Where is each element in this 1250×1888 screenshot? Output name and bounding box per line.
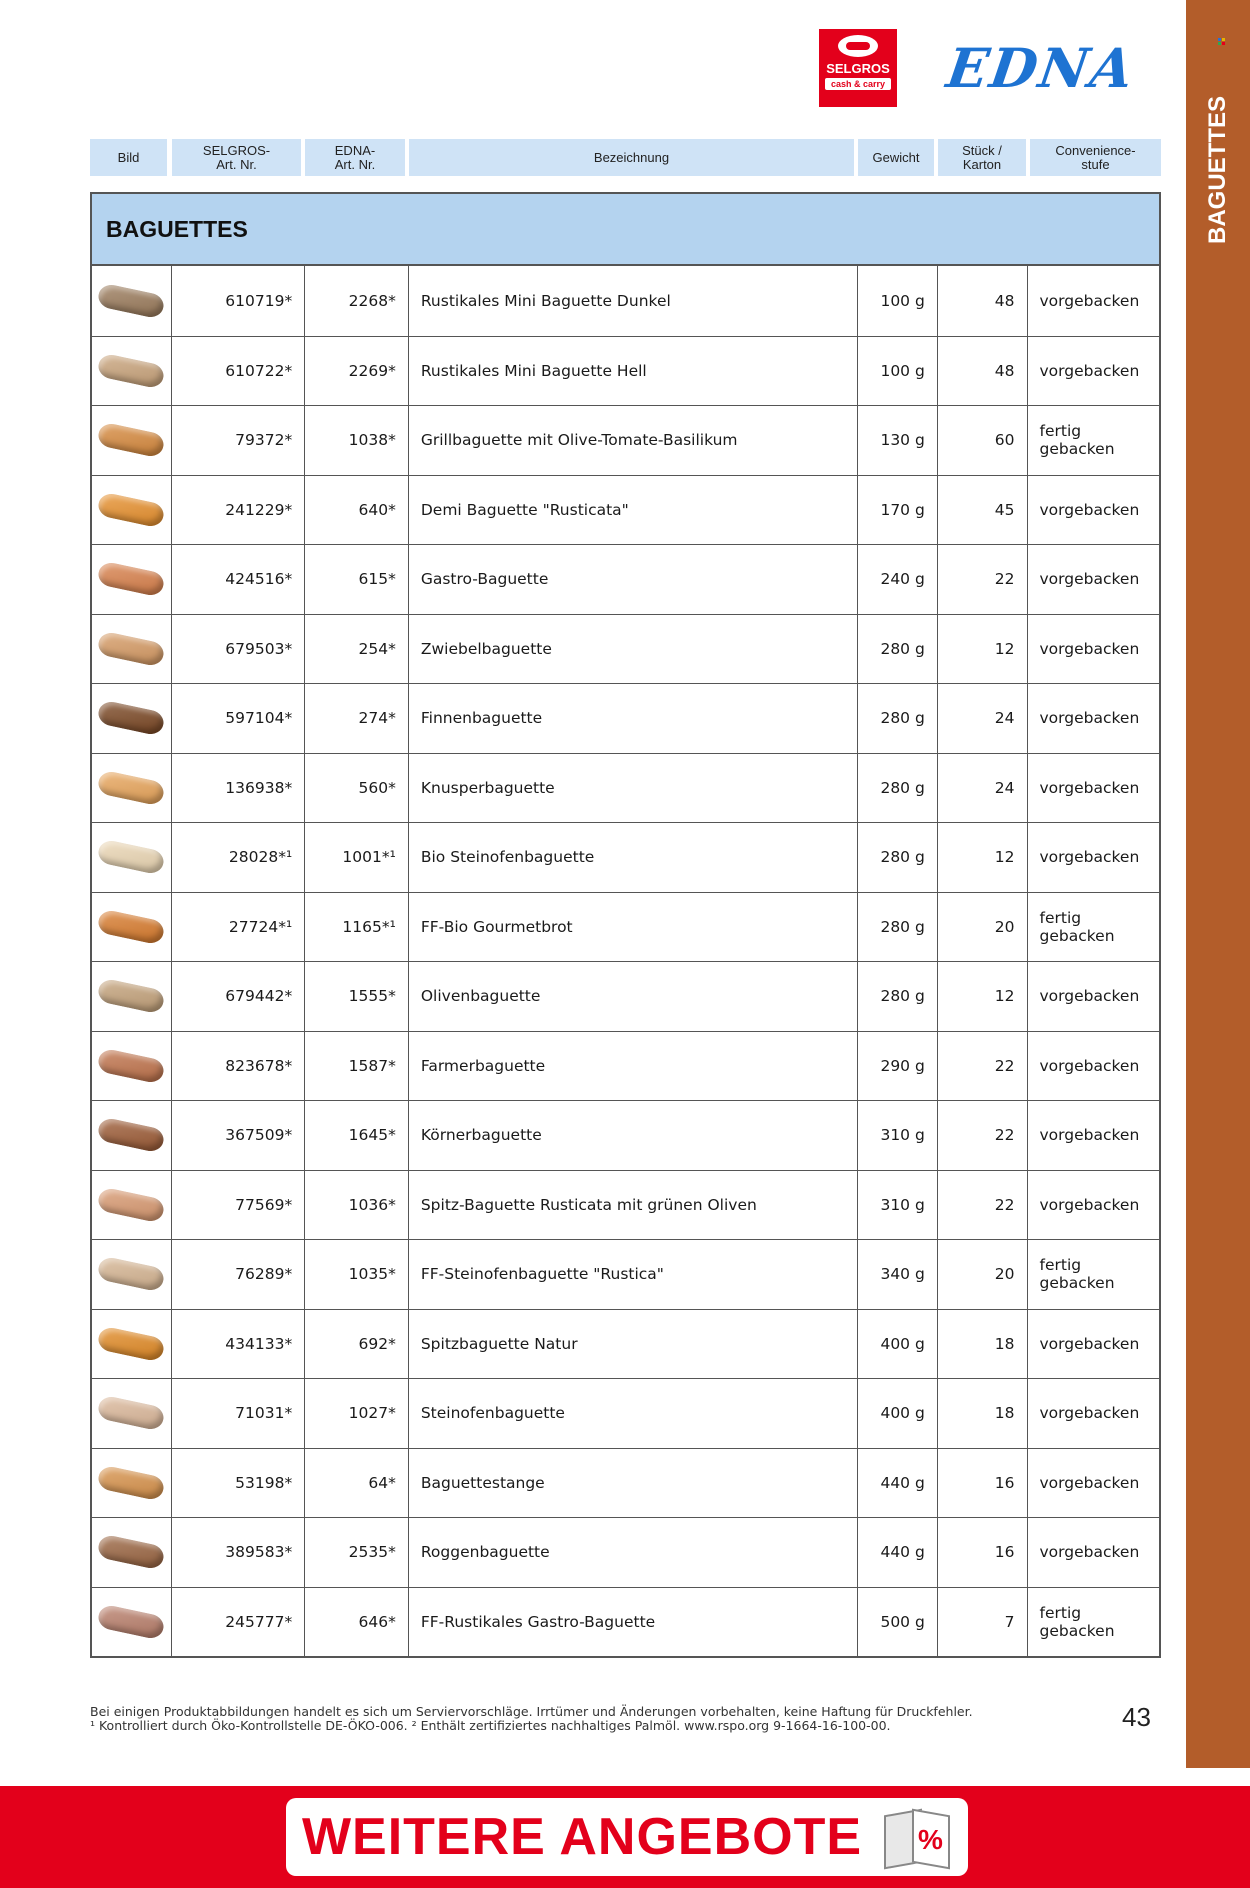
product-name: Steinofenbaguette [408, 1379, 857, 1448]
convenience-level: vorgebacken [1027, 1101, 1160, 1170]
selgros-art-nr: 610719* [171, 266, 305, 336]
baguette-image-icon [97, 1047, 167, 1084]
pieces-per-carton: 16 [937, 1518, 1027, 1587]
product-image [92, 1518, 171, 1587]
product-weight: 400 g [857, 1310, 937, 1379]
product-weight: 280 g [857, 893, 937, 962]
edna-art-nr: 1001*¹ [304, 823, 408, 892]
baguette-image-icon [97, 1464, 167, 1501]
convenience-level: vorgebacken [1027, 337, 1160, 406]
header-bild: Bild [90, 139, 167, 176]
selgros-art-nr: 245777* [171, 1588, 305, 1657]
header-selgros-art: SELGROS- Art. Nr. [172, 139, 301, 176]
edna-art-nr: 2269* [304, 337, 408, 406]
product-name: FF-Bio Gourmetbrot [408, 893, 857, 962]
product-name: Farmerbaguette [408, 1032, 857, 1101]
product-image [92, 754, 171, 823]
header-convenience: Convenience- stufe [1030, 139, 1161, 176]
baguette-image-icon [97, 352, 167, 389]
product-name: Baguettestange [408, 1449, 857, 1518]
product-weight: 170 g [857, 476, 937, 545]
selgros-art-nr: 71031* [171, 1379, 305, 1448]
product-weight: 100 g [857, 266, 937, 336]
product-weight: 240 g [857, 545, 937, 614]
selgros-art-nr: 53198* [171, 1449, 305, 1518]
baguette-image-icon [97, 769, 167, 806]
product-image [92, 1449, 171, 1518]
table-row [92, 1100, 1159, 1170]
pieces-per-carton: 12 [937, 615, 1027, 684]
product-name: Spitz-Baguette Rusticata mit grünen Oliven [408, 1171, 857, 1240]
baguette-image-icon [97, 908, 167, 945]
product-image [92, 684, 171, 753]
edna-art-nr: 1165*¹ [304, 893, 408, 962]
convenience-level: vorgebacken [1027, 545, 1160, 614]
baguette-image-icon [97, 1395, 167, 1432]
product-weight: 310 g [857, 1101, 937, 1170]
selgros-art-nr: 367509* [171, 1101, 305, 1170]
product-name: Demi Baguette "Rusticata" [408, 476, 857, 545]
footnote-line-1: Bei einigen Produktabbildungen handelt es sich um Serviervorschläge. Irrtümer und Änderungen vorbehalten, keine Haftung für Druckfehler. [90, 1704, 973, 1719]
header-gewicht: Gewicht [858, 139, 934, 176]
product-image [92, 1032, 171, 1101]
pieces-per-carton: 7 [937, 1588, 1027, 1657]
pieces-per-carton: 12 [937, 823, 1027, 892]
edna-art-nr: 1555* [304, 962, 408, 1031]
selgros-art-nr: 434133* [171, 1310, 305, 1379]
product-name: Bio Steinofenbaguette [408, 823, 857, 892]
convenience-level: vorgebacken [1027, 1310, 1160, 1379]
footnote-line-2: ¹ Kontrolliert durch Öko-Kontrollstelle DE-ÖKO-006. ² Enthält zertifiziertes nachhaltiges Palmöl. www.rspo.org 9-1664-16-100-00. [90, 1718, 891, 1733]
selgros-logo [819, 29, 897, 107]
product-name: Olivenbaguette [408, 962, 857, 1031]
convenience-level: vorgebacken [1027, 1032, 1160, 1101]
selgros-logo-name: SELGROS [826, 61, 890, 76]
baguette-image-icon [97, 1325, 167, 1362]
product-weight: 310 g [857, 1171, 937, 1240]
convenience-level: vorgebacken [1027, 1171, 1160, 1240]
convenience-level: fertig gebacken [1027, 893, 1160, 962]
product-name: Finnenbaguette [408, 684, 857, 753]
product-table [90, 192, 1161, 1658]
header-bezeichnung: Bezeichnung [409, 139, 854, 176]
product-name: Rustikales Mini Baguette Hell [408, 337, 857, 406]
baguette-image-icon [97, 1117, 167, 1154]
pieces-per-carton: 48 [937, 266, 1027, 336]
pieces-per-carton: 16 [937, 1449, 1027, 1518]
pieces-per-carton: 22 [937, 1171, 1027, 1240]
table-row [92, 336, 1159, 406]
product-weight: 500 g [857, 1588, 937, 1657]
footnote [90, 1705, 1030, 1733]
product-image [92, 823, 171, 892]
pieces-per-carton: 45 [937, 476, 1027, 545]
baguette-image-icon [97, 491, 167, 528]
table-row [92, 1448, 1159, 1518]
product-name: Spitzbaguette Natur [408, 1310, 857, 1379]
selgros-art-nr: 28028*¹ [171, 823, 305, 892]
header-stueck-karton: Stück / Karton [938, 139, 1026, 176]
table-row [92, 822, 1159, 892]
pieces-per-carton: 60 [937, 406, 1027, 475]
selgros-art-nr: 241229* [171, 476, 305, 545]
weitere-angebote-label: WEITERE ANGEBOTE [301, 1808, 863, 1866]
product-name: Gastro-Baguette [408, 545, 857, 614]
selgros-art-nr: 424516* [171, 545, 305, 614]
table-row [92, 1170, 1159, 1240]
baguette-image-icon [97, 839, 167, 876]
edna-art-nr: 640* [304, 476, 408, 545]
selgros-art-nr: 610722* [171, 337, 305, 406]
pieces-per-carton: 18 [937, 1310, 1027, 1379]
edna-art-nr: 254* [304, 615, 408, 684]
table-row [92, 1587, 1159, 1657]
product-image [92, 476, 171, 545]
product-weight: 440 g [857, 1518, 937, 1587]
edna-art-nr: 646* [304, 1588, 408, 1657]
product-image [92, 266, 171, 336]
side-band [1186, 0, 1250, 1768]
convenience-level: vorgebacken [1027, 266, 1160, 336]
convenience-level: vorgebacken [1027, 754, 1160, 823]
convenience-level: fertig gebacken [1027, 406, 1160, 475]
edna-art-nr: 1038* [304, 406, 408, 475]
product-image [92, 893, 171, 962]
table-row [92, 753, 1159, 823]
edna-art-nr: 615* [304, 545, 408, 614]
baguette-image-icon [97, 1186, 167, 1223]
product-name: Knusperbaguette [408, 754, 857, 823]
selgros-art-nr: 679503* [171, 615, 305, 684]
pieces-per-carton: 20 [937, 1240, 1027, 1309]
convenience-level: vorgebacken [1027, 476, 1160, 545]
pieces-per-carton: 22 [937, 1032, 1027, 1101]
table-row [92, 544, 1159, 614]
edna-art-nr: 1036* [304, 1171, 408, 1240]
convenience-level: vorgebacken [1027, 615, 1160, 684]
selgros-art-nr: 76289* [171, 1240, 305, 1309]
percent-brochure-icon [880, 1806, 952, 1868]
convenience-level: vorgebacken [1027, 962, 1160, 1031]
convenience-level: vorgebacken [1027, 1379, 1160, 1448]
table-row [92, 1517, 1159, 1587]
product-image [92, 1310, 171, 1379]
product-weight: 440 g [857, 1449, 937, 1518]
pieces-per-carton: 22 [937, 1101, 1027, 1170]
table-row [92, 614, 1159, 684]
table-row [92, 1031, 1159, 1101]
product-weight: 100 g [857, 337, 937, 406]
edna-art-nr: 1645* [304, 1101, 408, 1170]
product-weight: 340 g [857, 1240, 937, 1309]
pieces-per-carton: 12 [937, 962, 1027, 1031]
header-edna-art: EDNA- Art. Nr. [305, 139, 405, 176]
table-row [92, 683, 1159, 753]
convenience-level: vorgebacken [1027, 823, 1160, 892]
product-image [92, 615, 171, 684]
selgros-emblem-icon [838, 35, 878, 57]
selgros-art-nr: 136938* [171, 754, 305, 823]
edna-art-nr: 1027* [304, 1379, 408, 1448]
pieces-per-carton: 22 [937, 545, 1027, 614]
pieces-per-carton: 18 [937, 1379, 1027, 1448]
convenience-level: vorgebacken [1027, 1518, 1160, 1587]
product-weight: 280 g [857, 823, 937, 892]
table-row [92, 266, 1159, 336]
percent-icon-text: % [918, 1824, 943, 1855]
pieces-per-carton: 20 [937, 893, 1027, 962]
table-row [92, 1239, 1159, 1309]
product-image [92, 1240, 171, 1309]
selgros-art-nr: 79372* [171, 406, 305, 475]
edna-art-nr: 1035* [304, 1240, 408, 1309]
product-weight: 280 g [857, 615, 937, 684]
convenience-level: fertig gebacken [1027, 1240, 1160, 1309]
table-row [92, 892, 1159, 962]
edna-art-nr: 64* [304, 1449, 408, 1518]
edna-art-nr: 692* [304, 1310, 408, 1379]
selgros-art-nr: 27724*¹ [171, 893, 305, 962]
table-row [92, 1378, 1159, 1448]
table-row [92, 475, 1159, 545]
table-row [92, 1309, 1159, 1379]
selgros-logo-sub: cash & carry [825, 78, 891, 90]
baguette-image-icon [97, 1534, 167, 1571]
baguette-image-icon [97, 422, 167, 459]
baguette-image-icon [97, 700, 167, 737]
product-name: Grillbaguette mit Olive-Tomate-Basilikum [408, 406, 857, 475]
convenience-level: vorgebacken [1027, 1449, 1160, 1518]
product-image [92, 1588, 171, 1657]
section-title: BAGUETTES [106, 215, 248, 242]
baguette-image-icon [97, 282, 167, 319]
baguette-image-icon [97, 630, 167, 667]
product-weight: 130 g [857, 406, 937, 475]
product-image [92, 1379, 171, 1448]
table-body [90, 264, 1161, 1658]
product-image [92, 1101, 171, 1170]
selgros-art-nr: 77569* [171, 1171, 305, 1240]
table-row [92, 961, 1159, 1031]
edna-logo: EDNA [942, 36, 1140, 100]
selgros-art-nr: 679442* [171, 962, 305, 1031]
product-image [92, 962, 171, 1031]
baguette-image-icon [97, 561, 167, 598]
table-row [92, 405, 1159, 475]
product-weight: 280 g [857, 684, 937, 753]
baguette-image-icon [97, 978, 167, 1015]
selgros-art-nr: 597104* [171, 684, 305, 753]
edna-art-nr: 274* [304, 684, 408, 753]
product-weight: 290 g [857, 1032, 937, 1101]
product-name: Zwiebelbaguette [408, 615, 857, 684]
product-image [92, 337, 171, 406]
edna-art-nr: 2268* [304, 266, 408, 336]
product-weight: 280 g [857, 754, 937, 823]
product-name: Rustikales Mini Baguette Dunkel [408, 266, 857, 336]
page-number: 43 [1122, 1702, 1151, 1732]
edna-art-nr: 560* [304, 754, 408, 823]
product-weight: 280 g [857, 962, 937, 1031]
convenience-level: vorgebacken [1027, 684, 1160, 753]
product-name: Körnerbaguette [408, 1101, 857, 1170]
convenience-level: fertig gebacken [1027, 1588, 1160, 1657]
baguette-image-icon [97, 1256, 167, 1293]
side-title: BAGUETTES [1204, 95, 1231, 245]
baguette-image-icon [97, 1603, 167, 1640]
pieces-per-carton: 24 [937, 684, 1027, 753]
product-image [92, 545, 171, 614]
product-image [92, 406, 171, 475]
edna-art-nr: 1587* [304, 1032, 408, 1101]
weitere-angebote-button[interactable] [286, 1798, 968, 1876]
edna-art-nr: 2535* [304, 1518, 408, 1587]
product-image [92, 1171, 171, 1240]
section-header [90, 192, 1161, 264]
product-name: Roggenbaguette [408, 1518, 857, 1587]
pieces-per-carton: 48 [937, 337, 1027, 406]
selgros-art-nr: 823678* [171, 1032, 305, 1101]
selgros-art-nr: 389583* [171, 1518, 305, 1587]
pieces-per-carton: 24 [937, 754, 1027, 823]
product-weight: 400 g [857, 1379, 937, 1448]
product-name: FF-Rustikales Gastro-Baguette [408, 1588, 857, 1657]
product-name: FF-Steinofenbaguette "Rustica" [408, 1240, 857, 1309]
